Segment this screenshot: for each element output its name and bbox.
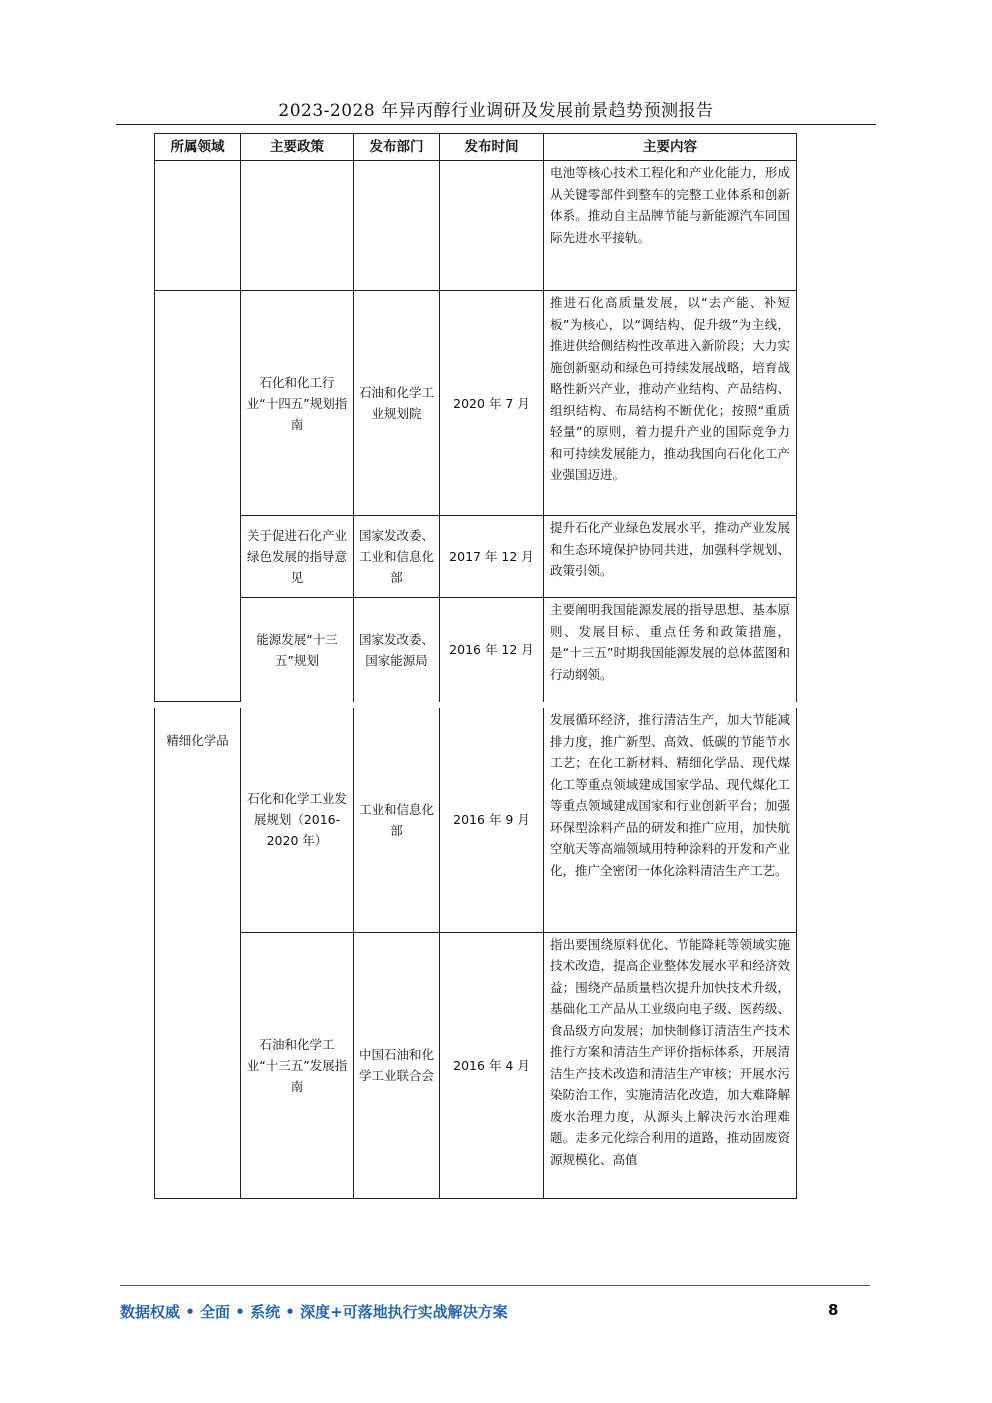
date-cell: 2016 年 9 月 — [440, 708, 544, 932]
content-cell: 电池等核心技术工程化和产业化能力，形成从关键零部件到整车的完整工业体系和创新体系。推动自主品牌节能与新能源汽车同国际先进水平接轨。 — [544, 161, 797, 291]
table-row — [155, 291, 797, 516]
column-header-content: 主要内容 — [544, 134, 797, 161]
policy-cell: 能源发展“十三五”规划 — [241, 598, 354, 702]
dept-cell: 国家发改委、国家能源局 — [354, 598, 440, 702]
content-cell: 发展循环经济，推行清洁生产，加大节能减排力度，推广新型、高效、低碳的节能节水工艺；在化工新材料、精细化学品、现代煤化工等重点领域建成国家学品、现代煤化工等重点领域建成国家和行业创新平台；加强环保型涂料产品的研发和推广应用，加快航空航天等高端领域用特种涂料的开发和产业化，推广全密闭一体化涂料清洁生产工艺。 — [544, 708, 797, 932]
dept-cell: 工业和信息化部 — [354, 708, 440, 932]
date-cell: 2016 年 12 月 — [440, 598, 544, 702]
policy-cell — [241, 161, 354, 291]
column-header-field: 所属领域 — [155, 134, 241, 161]
footer-divider — [120, 1285, 870, 1286]
date-cell: 2016 年 4 月 — [440, 932, 544, 1198]
content-cell: 推进石化高质量发展，以“去产能、补短板”为核心，以“调结构、促升级”为主线，推进供给侧结构性改革进入新阶段；大力实施创新驱动和绿色可持续发展战略，培育战略性新兴产业，推动产业结构、产品结构、组织结构、布局结构不断优化；按照“重质轻量”的原则，着力提升产业的国际竞争力和可持续发展能力，推动我国向石化化工产业强国迈进。 — [544, 291, 797, 516]
content-cell: 提升石化产业绿色发展水平，推动产业发展和生态环境保护协同共进，加强科学规划、政策引领。 — [544, 516, 797, 598]
column-header-policy: 主要政策 — [241, 134, 354, 161]
policy-table-part-1 — [154, 133, 797, 702]
policy-cell: 关于促进石化产业绿色发展的指导意见 — [241, 516, 354, 598]
dept-cell: 石油和化学工业规划院 — [354, 291, 440, 516]
policy-cell: 石化和化学工业发展规划（2016-2020 年） — [241, 708, 354, 932]
column-header-dept: 发布部门 — [354, 134, 440, 161]
policy-table-part-2 — [154, 708, 797, 1199]
content-cell: 主要阐明我国能源发展的指导思想、基本原则、发展目标、重点任务和政策措施，是“十三五”时期我国能源发展的总体蓝图和行动纲领。 — [544, 598, 797, 702]
date-cell: 2020 年 7 月 — [440, 291, 544, 516]
page-number: 8 — [828, 1301, 839, 1319]
column-header-date: 发布时间 — [440, 134, 544, 161]
table-row — [155, 516, 797, 598]
footer-slogan: 数据权威 • 全面 • 系统 • 深度+可落地执行实战解决方案 — [120, 1303, 508, 1321]
page-header-title: 2023-2028 年异丙醇行业调研及发展前景趋势预测报告 — [278, 101, 714, 121]
header-divider — [116, 124, 876, 125]
table-row — [155, 932, 797, 1198]
date-cell — [440, 161, 544, 291]
table-row — [155, 161, 797, 291]
policy-cell: 石油和化学工业“十三五”发展指南 — [241, 932, 354, 1198]
policy-cell: 石化和化工行业“十四五”规划指南 — [241, 291, 354, 516]
field-cell-fine-chemicals: 精细化学品 — [155, 708, 241, 1198]
dept-cell — [354, 161, 440, 291]
table-row — [155, 598, 797, 702]
field-cell — [155, 291, 241, 702]
field-cell — [155, 161, 241, 291]
table-row — [155, 708, 797, 932]
dept-cell: 中国石油和化学工业联合会 — [354, 932, 440, 1198]
content-cell: 指出要围绕原料优化、节能降耗等领域实施技术改造，提高企业整体发展水平和经济效益；围绕产品质量档次提升加快技术升级，基础化工产品从工业级向电子级、医药级、食品级方向发展；加快制修订清洁生产技术推行方案和清洁生产评价指标体系，开展清洁生产技术改造和清洁生产审核；开展水污染防治工作，实施清洁化改造，加大难降解废水治理力度，从源头上解决污水治理难题。走多元化综合利用的道路，推动固废资源规模化、高值 — [544, 932, 797, 1198]
table-header-row — [155, 134, 797, 161]
dept-cell: 国家发改委、工业和信息化部 — [354, 516, 440, 598]
date-cell: 2017 年 12 月 — [440, 516, 544, 598]
